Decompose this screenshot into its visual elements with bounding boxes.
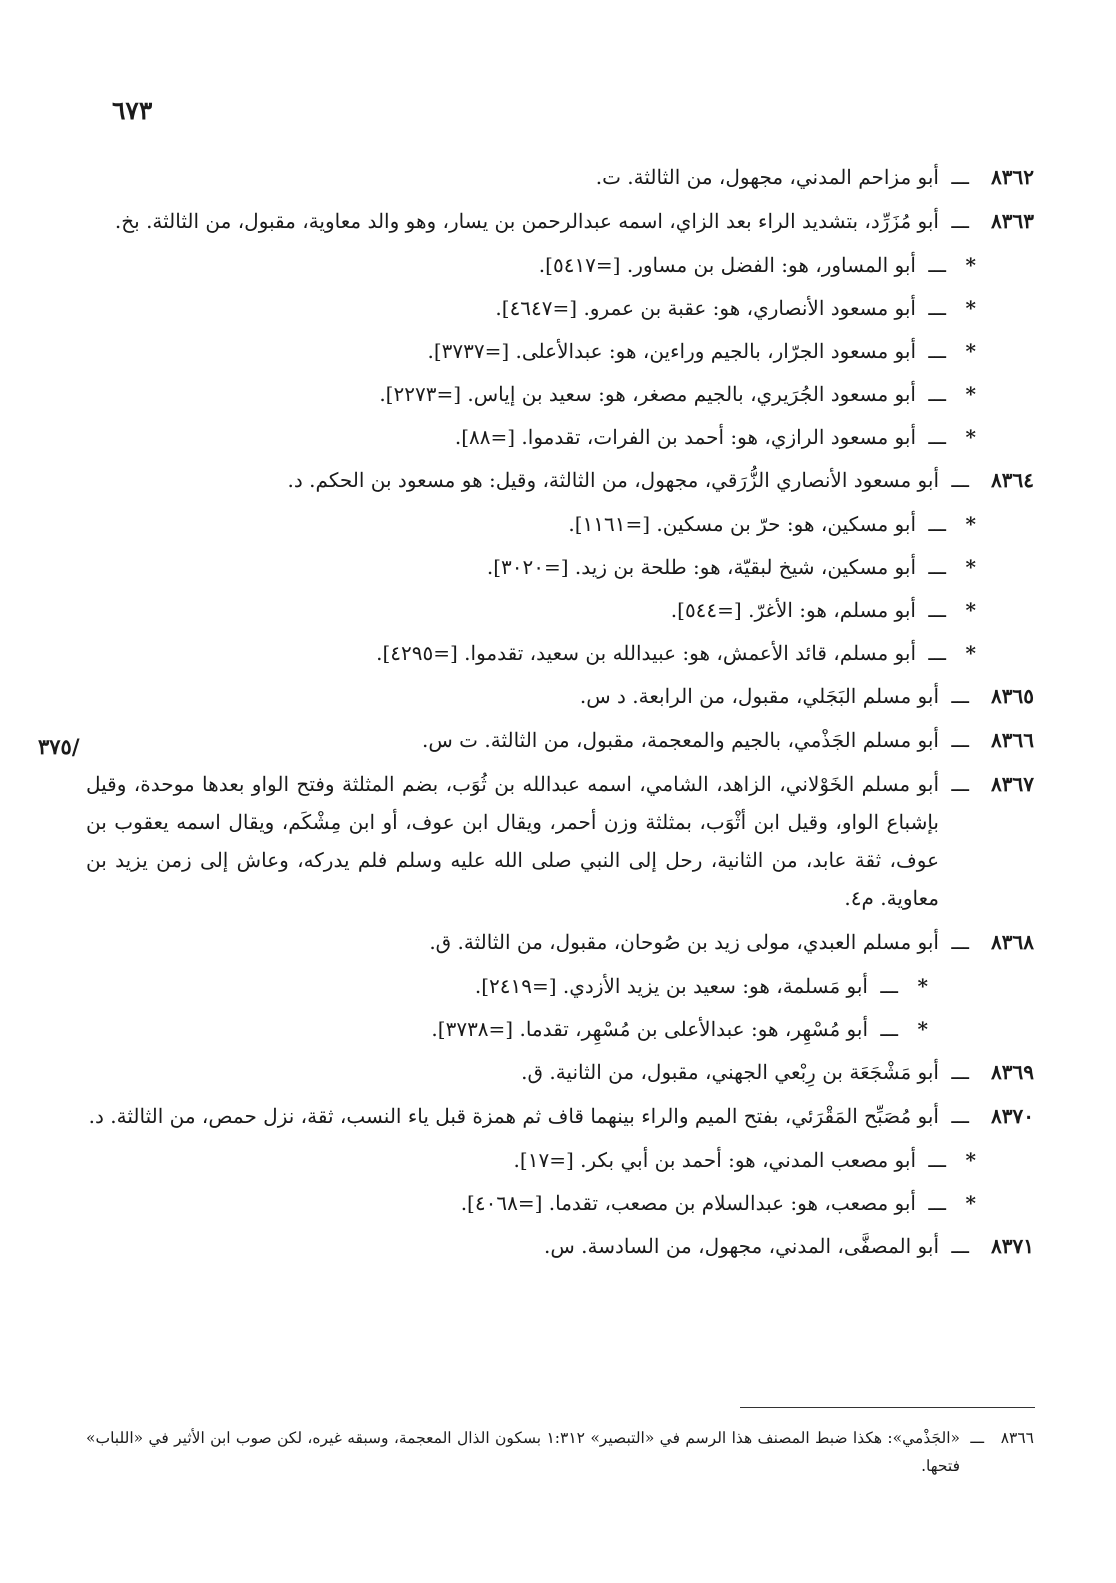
- entry-dash: ـــ: [928, 425, 946, 449]
- asterisk-icon: *: [917, 1017, 928, 1041]
- entry-text: أبو مزاحم المدني، مجهول، من الثالثة. ت.: [595, 165, 939, 189]
- cross-reference-text: أبو مسعود الجرّار، بالجيم وراءين، هو: عبدالأعلى. [=٣٧٣٧].: [427, 339, 916, 363]
- cross-reference: [86, 967, 928, 1005]
- entry-dash: ـــ: [951, 1234, 969, 1258]
- cross-reference-text: أبو مصعب المدني، هو: أحمد بن أبي بكر. [=١٧].: [513, 1148, 916, 1172]
- entry-number: ٨٣٦٦: [991, 728, 1034, 752]
- biography-entry: [86, 1097, 1034, 1135]
- entry-number: ٨٣٦٩: [991, 1060, 1034, 1084]
- entry-dash: ـــ: [951, 728, 969, 752]
- entry-dash: ـــ: [928, 1191, 946, 1215]
- asterisk-icon: *: [965, 339, 976, 363]
- cross-reference: [86, 375, 976, 413]
- asterisk-icon: *: [965, 512, 976, 536]
- entry-number: ٨٣٦٨: [991, 930, 1034, 954]
- cross-reference-text: أبو المساور، هو: الفضل بن مساور. [=٥٤١٧].: [538, 253, 916, 277]
- cross-reference: [86, 1010, 928, 1048]
- cross-reference-text: أبو مسلم، هو: الأغرّ. [=٥٤٤].: [670, 598, 916, 622]
- entry-dash: ـــ: [951, 1060, 969, 1084]
- entry-dash: ـــ: [928, 555, 946, 579]
- entry-number: ٨٣٦٧: [991, 772, 1034, 796]
- cross-reference-text: أبو مسلم، قائد الأعمش، هو: عبيدالله بن سعيد، تقدموا. [=٤٢٩٥].: [376, 641, 916, 665]
- asterisk-icon: *: [965, 1148, 976, 1172]
- entry-dash: ـــ: [951, 468, 969, 492]
- footnote-number: ٨٣٦٦: [1000, 1429, 1034, 1447]
- biography-entry: [86, 765, 1034, 917]
- entry-dash: ـــ: [951, 1104, 969, 1128]
- biography-entry: [86, 1053, 1034, 1091]
- asterisk-icon: *: [917, 974, 928, 998]
- entry-dash: ـــ: [928, 1148, 946, 1172]
- cross-reference: [86, 591, 976, 629]
- cross-reference-text: أبو مسكين، هو: حرّ بن مسكين. [=١١٦١].: [568, 512, 916, 536]
- cross-reference-text: أبو مسكين، شيخ لبقيّة، هو: طلحة بن زيد. [=٣٠٢٠].: [486, 555, 916, 579]
- asterisk-icon: *: [965, 598, 976, 622]
- entry-number: ٨٣٦٥: [991, 684, 1034, 708]
- entry-number: ٨٣٦٢: [991, 165, 1034, 189]
- cross-reference: [86, 1184, 976, 1222]
- cross-reference: [86, 332, 976, 370]
- entry-dash: ـــ: [928, 296, 946, 320]
- footnote-text: «الجَذْمي»: هكذا ضبط المصنف هذا الرسم في «التبصير» ١:٣١٢ بسكون الذال المعجمة، وسبقه غيره، لكن صوب ابن الأثير في «اللباب» فتحها.: [86, 1429, 960, 1475]
- cross-reference: [86, 505, 976, 543]
- entry-text: أبو مسعود الأنصاري الزُّرَقي، مجهول، من الثالثة، وقيل: هو مسعود بن الحكم. د.: [287, 468, 939, 492]
- biography-entry: [86, 721, 1034, 759]
- entry-number: ٨٣٧١: [991, 1234, 1034, 1258]
- entry-number: ٨٣٦٣: [991, 209, 1034, 233]
- entry-text: أبو المصفَّى، المدني، مجهول، من السادسة. س.: [544, 1234, 939, 1258]
- asterisk-icon: *: [965, 555, 976, 579]
- asterisk-icon: *: [965, 253, 976, 277]
- entry-text: أبو مسلم الجَذْمي، بالجيم والمعجمة، مقبول، من الثالثة. ت س.: [422, 728, 939, 752]
- entry-text: أبو مسلم الخَوْلاني، الزاهد، الشامي، اسمه عبدالله بن ثُوَب، بضم المثلثة وفتح الواو بعدها موحدة، وقيل بإشباع الواو، وقيل ابن أثْوَب، بمثلثة وزن أحمر، ويقال ابن عوف، أو ابن مِشْكَم، ويقال اسمه يعقوب بن عوف، ثقة عابد، من الثانية، رحل إلى النبي صلى الله عليه وسلم فلم يدركه، وعاش إلى زمن يزيد بن معاوية. م٤.: [86, 772, 939, 910]
- entry-dash: ـــ: [928, 641, 946, 665]
- asterisk-icon: *: [965, 296, 976, 320]
- asterisk-icon: *: [965, 425, 976, 449]
- cross-reference: [86, 1141, 976, 1179]
- cross-reference-text: أبو مُسْهِر، هو: عبدالأعلى بن مُسْهِر، تقدما. [=٣٧٣٨].: [431, 1017, 868, 1041]
- entry-dash: ـــ: [951, 772, 969, 796]
- entry-dash: ـــ: [928, 253, 946, 277]
- entry-dash: ـــ: [928, 512, 946, 536]
- biography-entry: [86, 677, 1034, 715]
- entry-number: ٨٣٦٤: [991, 468, 1034, 492]
- entry-text: أبو مسلم البَجَلي، مقبول، من الرابعة. د س.: [579, 684, 939, 708]
- footnote-divider: [740, 1407, 1035, 1408]
- cross-reference-text: أبو مصعب، هو: عبدالسلام بن مصعب، تقدما. [=٤٠٦٨].: [460, 1191, 916, 1215]
- page-number: ٦٧٣: [112, 96, 153, 125]
- biography-entry: [86, 202, 1034, 240]
- entry-dash: ـــ: [951, 209, 969, 233]
- entry-dash: ـــ: [928, 382, 946, 406]
- cross-reference: [86, 634, 976, 672]
- biography-entry: [86, 158, 1034, 196]
- entry-text: أبو مُصَبِّح المَقْرَئي، بفتح الميم والراء بينهما قاف ثم همزة قبل ياء النسب، ثقة، نزل حمص، من الثالثة. د.: [88, 1104, 939, 1128]
- entry-dash: ـــ: [951, 684, 969, 708]
- cross-reference-text: أبو مسعود الرازي، هو: أحمد بن الفرات، تقدموا. [=٨٨].: [454, 425, 916, 449]
- cross-reference: [86, 246, 976, 284]
- biography-entry: [86, 461, 1034, 499]
- asterisk-icon: *: [965, 382, 976, 406]
- cross-reference-text: أبو مسعود الأنصاري، هو: عقبة بن عمرو. [=٤٦٤٧].: [495, 296, 916, 320]
- entry-dash: ـــ: [951, 930, 969, 954]
- margin-page-reference: /٣٧٥: [38, 734, 80, 759]
- entry-text: أبو مَشْجَعَة بن رِبْعي الجهني، مقبول، من الثانية. ق.: [521, 1060, 939, 1084]
- entries-body: [86, 158, 1034, 1271]
- cross-reference: [86, 418, 976, 456]
- asterisk-icon: *: [965, 1191, 976, 1215]
- entry-dash: ـــ: [928, 339, 946, 363]
- cross-reference-text: أبو مَسلمة، هو: سعيد بن يزيد الأزدي. [=٢٤١٩].: [474, 974, 868, 998]
- footnote-dash: ـــ: [970, 1429, 984, 1447]
- cross-reference-text: أبو مسعود الجُرَيري، بالجيم مصغر، هو: سعيد بن إياس. [=٢٢٧٣].: [379, 382, 916, 406]
- footnote: [86, 1424, 1034, 1480]
- entry-text: أبو مسلم العبدي، مولى زيد بن صُوحان، مقبول، من الثالثة. ق.: [429, 930, 939, 954]
- asterisk-icon: *: [965, 641, 976, 665]
- biography-entry: [86, 1227, 1034, 1265]
- entry-text: أبو مُزَرِّد، بتشديد الراء بعد الزاي، اسمه عبدالرحمن بن يسار، وهو والد معاوية، مقبول، من الثالثة. بخ.: [114, 209, 939, 233]
- entry-dash: ـــ: [951, 165, 969, 189]
- entry-number: ٨٣٧٠: [991, 1104, 1034, 1128]
- entry-dash: ـــ: [880, 974, 898, 998]
- entry-dash: ـــ: [928, 598, 946, 622]
- cross-reference: [86, 289, 976, 327]
- biography-entry: [86, 923, 1034, 961]
- cross-reference: [86, 548, 976, 586]
- entry-dash: ـــ: [880, 1017, 898, 1041]
